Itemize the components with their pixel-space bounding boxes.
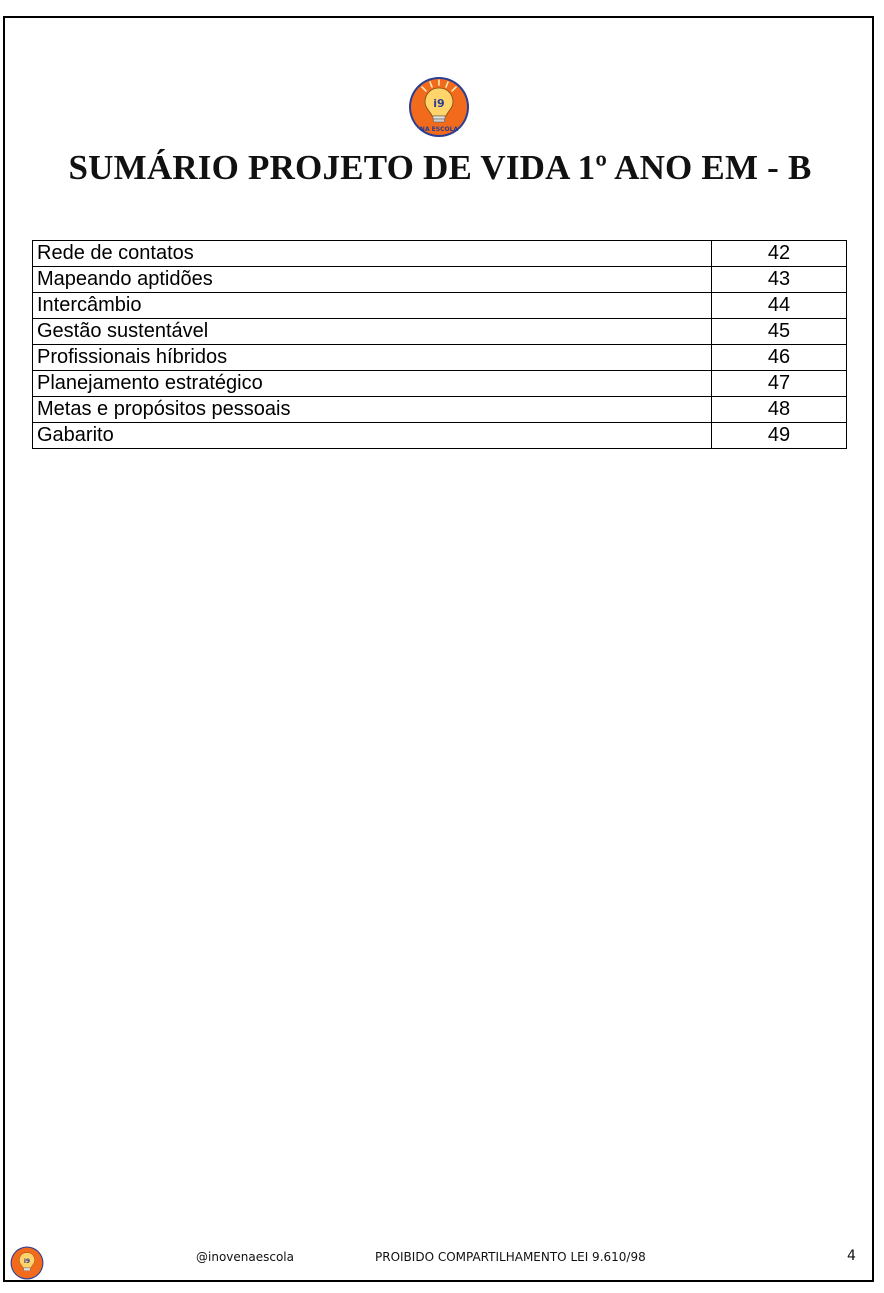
toc-page-number: 44	[712, 293, 847, 319]
footer-page-number: 4	[847, 1248, 856, 1264]
toc-page-number: 48	[712, 397, 847, 423]
table-row	[33, 423, 847, 449]
table-of-contents	[32, 240, 847, 449]
page-border	[3, 16, 874, 1282]
svg-text:i9: i9	[23, 1258, 31, 1265]
table-row	[33, 345, 847, 371]
toc-label: Gestão sustentável	[33, 319, 712, 345]
table-row	[33, 371, 847, 397]
svg-text:NA ESCOLA: NA ESCOLA	[419, 126, 459, 133]
toc-label: Profissionais híbridos	[33, 345, 712, 371]
toc-page-number: 49	[712, 423, 847, 449]
i9-logo-icon	[408, 76, 470, 138]
table-row	[33, 241, 847, 267]
footer-logo-icon	[10, 1246, 44, 1280]
toc-label: Planejamento estratégico	[33, 371, 712, 397]
toc-label: Mapeando aptidões	[33, 267, 712, 293]
toc-page-number: 43	[712, 267, 847, 293]
table-row	[33, 293, 847, 319]
table-row	[33, 267, 847, 293]
table-row	[33, 319, 847, 345]
table-row	[33, 397, 847, 423]
toc-label: Rede de contatos	[33, 241, 712, 267]
toc-page-number: 45	[712, 319, 847, 345]
toc-label: Gabarito	[33, 423, 712, 449]
footer-copyright-notice: PROIBIDO COMPARTILHAMENTO LEI 9.610/98	[375, 1250, 646, 1264]
footer-social-handle: @inovenaescola	[196, 1250, 294, 1264]
page-title: SUMÁRIO PROJETO DE VIDA 1º ANO EM - B	[68, 148, 812, 187]
toc-page-number: 47	[712, 371, 847, 397]
toc-page-number: 46	[712, 345, 847, 371]
svg-text:i9: i9	[433, 97, 445, 110]
toc-page-number: 42	[712, 241, 847, 267]
toc-label: Intercâmbio	[33, 293, 712, 319]
toc-label: Metas e propósitos pessoais	[33, 397, 712, 423]
